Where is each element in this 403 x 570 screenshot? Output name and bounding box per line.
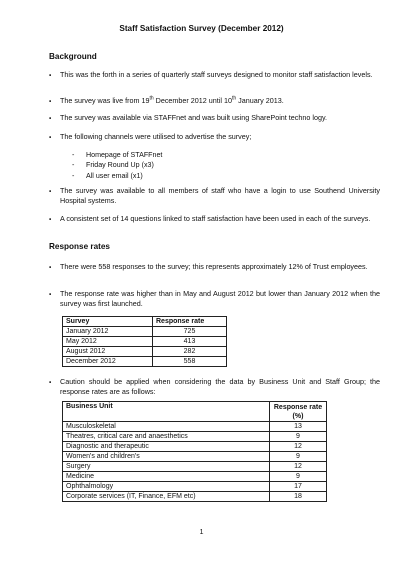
background-paragraph: A consistent set of 14 questions linked to staff satisfaction have been used in each of the surveys.: [60, 214, 371, 223]
table-row: [63, 462, 327, 472]
survey-response-table: [62, 316, 227, 367]
list-item: - All user email (x1): [72, 171, 143, 180]
bullet: ▪: [49, 379, 52, 386]
table-cell: 12: [270, 462, 327, 472]
response-paragraph: The response rate was higher than in May and August 2012 but lower than January 2012 when the survey was first launched.: [60, 289, 380, 308]
table-row: [63, 442, 327, 452]
table-cell: 12: [270, 442, 327, 452]
background-paragraph: This was the forth in a series of quarterly staff surveys designed to monitor staff satisfaction levels.: [60, 70, 373, 79]
table-row: [63, 347, 227, 357]
page-title: Staff Satisfaction Survey (December 2012): [119, 24, 284, 33]
table-cell: January 2012: [63, 327, 153, 337]
response-paragraph: There were 558 responses to the survey; this represents approximately 12% of Trust employees.: [60, 262, 368, 271]
table-cell: 413: [153, 337, 227, 347]
table-cell: Theatres, critical care and anaesthetics: [63, 432, 270, 442]
bullet: ▪: [49, 291, 52, 298]
business-unit-table: [62, 401, 327, 502]
table-cell: May 2012: [63, 337, 153, 347]
bullet: ▪: [49, 216, 52, 223]
table-cell: 13: [270, 422, 327, 432]
table-cell: Surgery: [63, 462, 270, 472]
response-paragraph: Caution should be applied when considering the data by Business Unit and Staff Group; the response rates are as follows:: [60, 377, 380, 396]
table-row: [63, 327, 227, 337]
background-paragraph: The survey was live from 19th December 2012 until 10th January 2013.: [60, 95, 284, 105]
table-header: Response rate (%): [270, 402, 327, 422]
table-header: Response rate: [153, 317, 227, 327]
table-row: [63, 337, 227, 347]
table-cell: 18: [270, 492, 327, 502]
background-paragraph: The following channels were utilised to advertise the survey;: [60, 132, 252, 141]
table-cell: December 2012: [63, 357, 153, 367]
table-cell: 282: [153, 347, 227, 357]
table-row: [63, 422, 327, 432]
table-cell: 9: [270, 452, 327, 462]
list-item: - Homepage of STAFFnet: [72, 151, 163, 159]
background-paragraph: The survey was available to all members of staff who have a login to use Southend University Hospital systems.: [60, 186, 380, 205]
table-cell: 9: [270, 432, 327, 442]
table-cell: 558: [153, 357, 227, 367]
table-cell: Musculoskeletal: [63, 422, 270, 432]
table-row: [63, 452, 327, 462]
table-row: [63, 482, 327, 492]
background-paragraph: The survey was available via STAFFnet and was built using SharePoint techno logy.: [60, 113, 328, 122]
table-header-row: [63, 317, 227, 327]
page-number: 1: [199, 527, 204, 536]
table-header: Survey: [63, 317, 153, 327]
bullet: ▪: [49, 264, 52, 271]
bullet: ▪: [49, 134, 52, 141]
table-row: [63, 472, 327, 482]
section-heading-background: Background: [49, 52, 97, 61]
table-row: [63, 492, 327, 502]
table-row: [63, 432, 327, 442]
table-cell: Women's and children's: [63, 452, 270, 462]
section-heading-response-rates: Response rates: [49, 242, 110, 251]
table-cell: 17: [270, 482, 327, 492]
table-cell: August 2012: [63, 347, 153, 357]
list-item: - Friday Round Up (x3): [72, 161, 154, 170]
bullet: ▪: [49, 72, 52, 79]
table-header: Business Unit: [63, 402, 270, 422]
bullet: ▪: [49, 98, 52, 105]
table-row: [63, 357, 227, 367]
table-cell: Diagnostic and therapeutic: [63, 442, 270, 452]
table-cell: Medicine: [63, 472, 270, 482]
table-header-row: [63, 402, 327, 422]
channel-list: [72, 150, 162, 181]
table-cell: Corporate services (IT, Finance, EFM etc): [63, 492, 270, 502]
table-cell: 9: [270, 472, 327, 482]
bullet: ▪: [49, 115, 52, 122]
bullet: ▪: [49, 188, 52, 195]
table-cell: Ophthalmology: [63, 482, 270, 492]
table-cell: 725: [153, 327, 227, 337]
